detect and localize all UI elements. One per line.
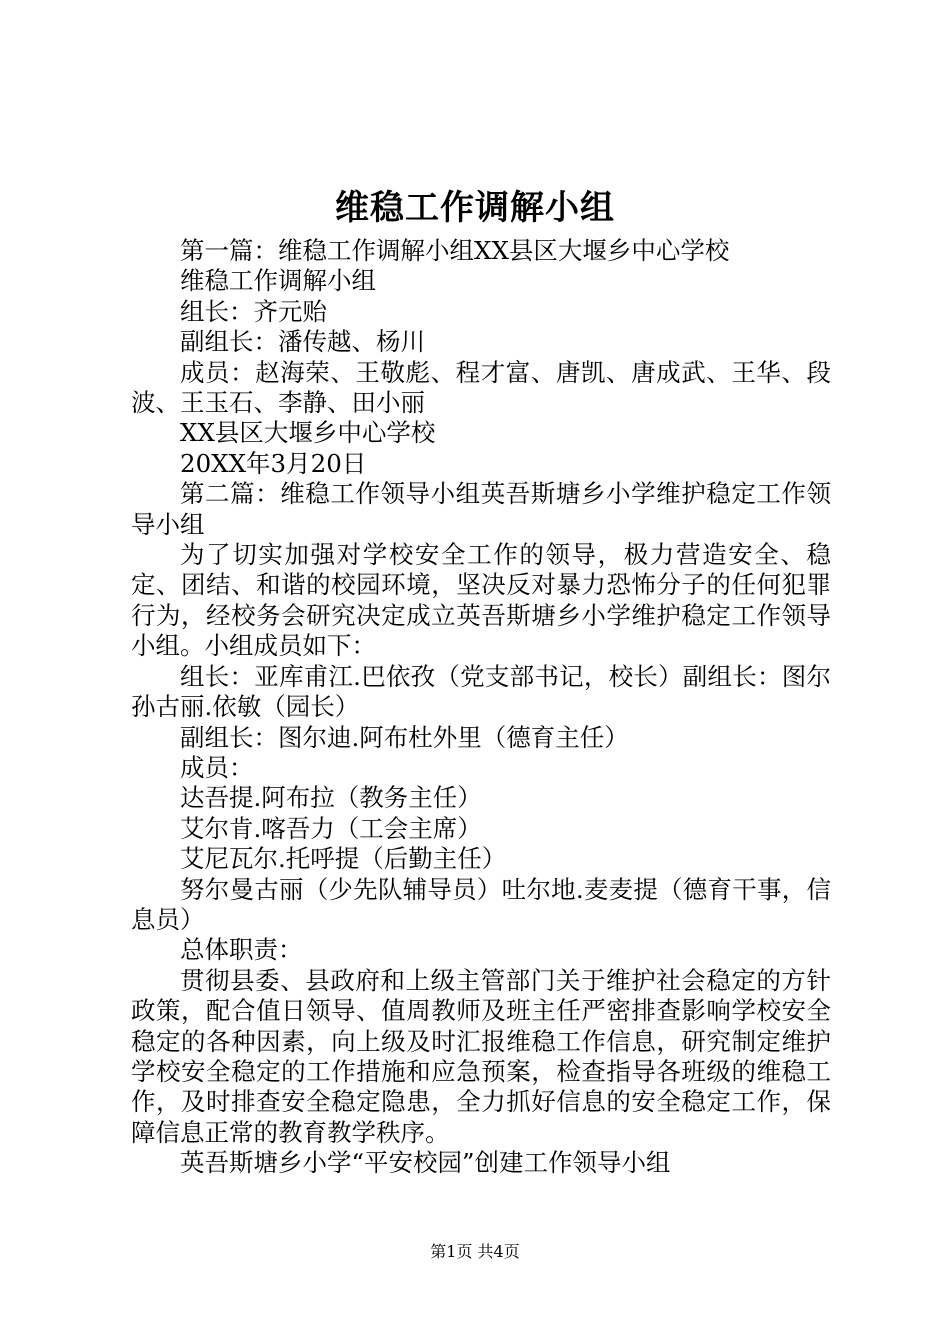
paragraph: 贯彻县委、县政府和上级主管部门关于维护社会稳定的方针政策，配合值日领导、值周教师及班主任严密排查影响学校安全稳定的各种因素，向上级及时汇报维稳工作信息，研究制定维护学校安全稳定的工作措施和应急预案，检查指导各班级的维稳工作，及时排查安全稳定隐患，全力抓好信息的安全稳定工作，保障信息正常的教育教学秩序。 [131,965,831,1147]
paragraph: 为了切实加强对学校安全工作的领导，极力营造安全、稳定、团结、和谐的校园环境，坚决反对暴力恐怖分子的任何犯罪行为，经校务会研究决定成立英吾斯塘乡小学维护稳定工作领导小组。小组成员如下： [131,540,831,661]
paragraph: 成员： [180,752,254,782]
paragraph: 达吾提.阿布拉（教务主任） [180,783,482,813]
paragraph: 艾尔肯.喀吾力（工会主席） [180,813,482,843]
paragraph: 总体职责： [180,935,303,965]
paragraph: 组长：亚库甫江.巴依孜（党支部书记，校长）副组长：图尔孙古丽.依敏（园长） [131,661,831,722]
paragraph: 艾尼瓦尔.托呼提（后勤主任） [180,844,507,874]
paragraph: 组长：齐元贻 [180,296,327,326]
document-body [131,236,831,1179]
page-footer: 第1页 共4页 [430,1242,520,1261]
paragraph: 成员：赵海荣、王敬彪、程才富、唐凯、唐成武、王华、段波、王玉石、李静、田小丽 [131,357,831,418]
paragraph: XX县区大堰乡中心学校 [180,418,436,448]
paragraph: 努尔曼古丽（少先队辅导员）吐尔地.麦麦提（德育干事，信息员） [131,874,831,934]
paragraph: 第二篇：维稳工作领导小组英吾斯塘乡小学维护稳定工作领导小组 [131,479,831,539]
paragraph: 英吾斯塘乡小学“平安校园”创建工作领导小组 [180,1148,671,1178]
page-title: 维稳工作调解小组 [335,188,615,228]
paragraph: 副组长：潘传越、杨川 [180,327,425,357]
paragraph: 副组长：图尔迪.阿布杜外里（德育主任） [180,722,629,752]
paragraph: 维稳工作调解小组 [180,266,376,296]
paragraph: 20XX年3月20日 [180,448,367,478]
paragraph: 第一篇：维稳工作调解小组XX县区大堰乡中心学校 [180,236,730,265]
